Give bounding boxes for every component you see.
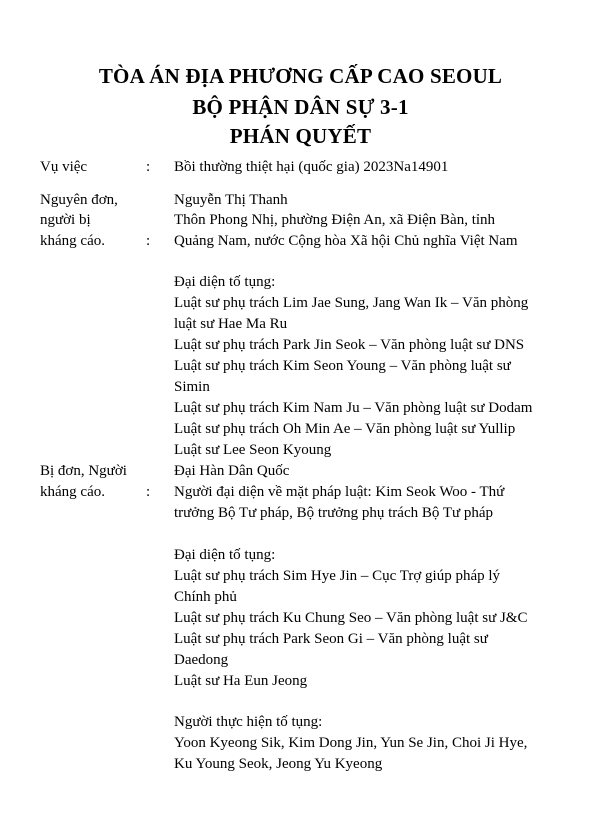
plaintiff-address-line: Quảng Nam, nước Cộng hòa Xã hội Chủ nghĩa Việt Nam [174, 233, 518, 249]
defendant-rep-line: Luật sư phụ trách Sim Hye Jin – Cục Trợ giúp pháp lý [174, 568, 501, 584]
plaintiff-rep-line: Luật sư Lee Seon Kyoung [174, 442, 332, 458]
plaintiff-rep-line: Luật sư phụ trách Lim Jae Sung, Jang Wan Ik – Văn phòng [174, 295, 529, 311]
defendant-label-line: kháng cáo. [40, 484, 105, 500]
plaintiff-name: Nguyễn Thị Thanh [174, 192, 288, 208]
defendant-legal-rep-line: Người đại diện về mặt pháp luật: Kim Seok Woo - Thứ [174, 484, 505, 500]
plaintiff-rep-line: Luật sư phụ trách Kim Nam Ju – Văn phòng luật sư Dodam [174, 400, 533, 416]
court-name: TÒA ÁN ĐỊA PHƯƠNG CẤP CAO SEOUL [98, 64, 503, 88]
defendant-rep-line: Daedong [174, 652, 229, 668]
plaintiff-rep-line: luật sư Hae Ma Ru [174, 316, 288, 332]
defendant-name: Đại Hàn Dân Quốc [174, 463, 290, 479]
defendant-rep-line: Luật sư phụ trách Park Seon Gi – Văn phòng luật sư [174, 631, 488, 647]
defendant-rep-line: Chính phủ [174, 589, 237, 605]
document-title: PHÁN QUYẾT [229, 124, 372, 148]
defendant-performer-line: Yoon Kyeong Sik, Kim Dong Jin, Yun Se Jin, Choi Ji Hye, [174, 735, 528, 751]
defendant-legal-rep-line: trưởng Bộ Tư pháp, Bộ trưởng phụ trách Bộ Tư pháp [174, 505, 494, 521]
defendant-label-line: Bị đơn, Người [40, 463, 127, 479]
case-value: Bồi thường thiệt hại (quốc gia) 2023Na14901 [174, 159, 449, 175]
defendant-rep-line: Luật sư Ha Eun Jeong [174, 673, 308, 689]
defendant-colon: : [146, 484, 151, 500]
division-name: BỘ PHẬN DÂN SỰ 3-1 [192, 95, 409, 119]
plaintiff-colon: : [146, 233, 151, 249]
plaintiff-rep-line: Luật sư phụ trách Oh Min Ae – Văn phòng luật sư Yullip [174, 421, 516, 437]
plaintiff-rep-line: Luật sư phụ trách Park Jin Seok – Văn phòng luật sư DNS [174, 337, 525, 353]
defendant-rep-heading: Đại diện tố tụng: [174, 547, 276, 563]
defendant-rep-line: Luật sư phụ trách Ku Chung Seo – Văn phòng luật sư J&C [174, 610, 528, 626]
plaintiff-label-line: Nguyên đơn, [40, 192, 118, 208]
plaintiff-rep-heading: Đại diện tố tụng: [174, 274, 276, 290]
plaintiff-address-line: Thôn Phong Nhị, phường Điện An, xã Điện Bàn, tỉnh [174, 212, 496, 228]
defendant-performer-heading: Người thực hiện tố tụng: [174, 714, 323, 730]
plaintiff-label-line: kháng cáo. [40, 233, 105, 249]
case-label: Vụ việc [40, 159, 88, 175]
case-colon: : [146, 159, 151, 175]
plaintiff-rep-line: Simin [174, 379, 210, 395]
plaintiff-label-line: người bị [40, 212, 91, 228]
plaintiff-rep-line: Luật sư phụ trách Kim Seon Young – Văn phòng luật sư [174, 358, 511, 374]
defendant-performer-line: Ku Young Seok, Jeong Yu Kyeong [174, 756, 383, 772]
